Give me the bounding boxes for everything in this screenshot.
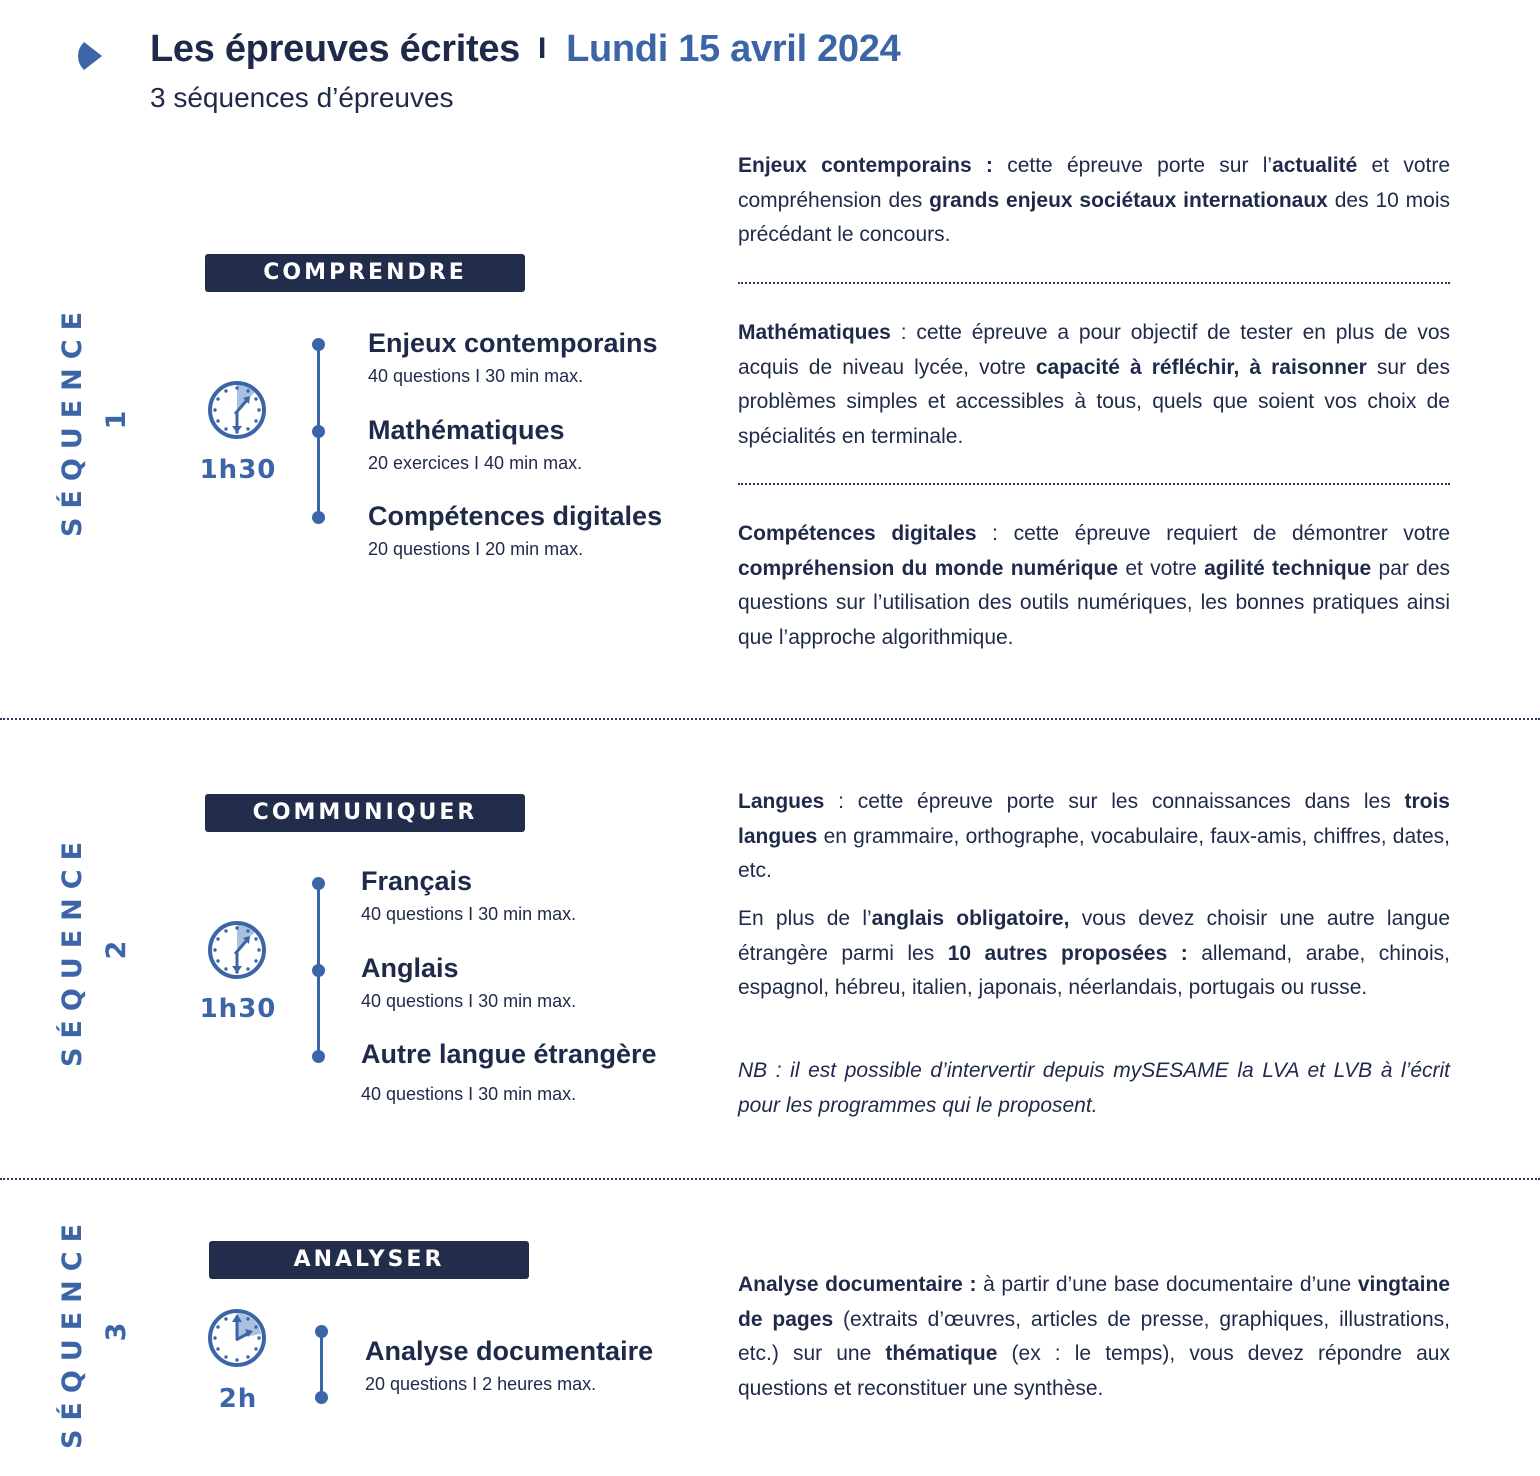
sequence-word: SÉQUENCE (57, 832, 88, 1068)
emphasis-text: anglais obligatoire, (871, 907, 1070, 930)
description-note (738, 1054, 1450, 1123)
emphasis-text: Enjeux contemporains : (738, 154, 993, 177)
sequence-word: SÉQUENCE (57, 302, 88, 538)
body-text: allemand, arabe, chinois, espagnol, hébreu, italien, japonais, néerlandais, portugais ou russe. (738, 941, 1450, 999)
dotted-divider (738, 282, 1450, 284)
category-badge: COMMUNIQUER (205, 794, 525, 832)
sequence-number: 3 (101, 1322, 132, 1342)
body-text: (extraits d’œuvres, articles de presse, graphiques, illustrations, etc.) sur une (738, 1307, 1450, 1365)
exam-meta: 20 questions I 20 min max. (368, 539, 584, 559)
exam-name: Français (361, 866, 473, 896)
body-text: et votre (1118, 556, 1205, 580)
emphasis-text: agilité technique (1204, 556, 1372, 580)
emphasis-text: Mathématiques (738, 321, 891, 344)
description-text (738, 149, 1450, 253)
timeline-dot (312, 338, 325, 351)
body-text: : cette épreuve a pour objectif de tester en plus de vos acquis de niveau lycée, votre (738, 321, 1450, 379)
body-text: vous devez choisir une autre langue étrangère parmi les (738, 907, 1450, 965)
body-text: : cette épreuve requiert de démontrer votre (976, 522, 1450, 545)
duration: 2h (218, 1384, 258, 1414)
clock-icon (205, 378, 269, 442)
description-text (738, 785, 1450, 889)
section-divider (0, 1178, 1540, 1180)
body-text: en grammaire, orthographe, vocabulaire, faux-amis, chiffres, dates, etc. (738, 824, 1450, 882)
dotted-divider (738, 483, 1450, 485)
emphasis-text: vingtaine de pages (738, 1273, 1450, 1331)
duration: 1h30 (199, 994, 277, 1024)
body-text: NB : il est possible d’intervertir depuis mySESAME la LVA et LVB à l’écrit pour les programmes qui le proposent. (738, 1059, 1450, 1117)
body-text: : cette épreuve porte sur les connaissances dans les (824, 790, 1405, 813)
description-block (738, 316, 1450, 454)
body-text: à partir d’une base documentaire d’une (976, 1273, 1358, 1296)
exam-meta: 20 exercices I 40 min max. (368, 453, 583, 473)
emphasis-text: capacité à réfléchir, à raisonner (1035, 355, 1367, 379)
category-badge: ANALYSER (209, 1241, 529, 1279)
description-block (738, 1268, 1450, 1406)
title-text: Les épreuves écrites (150, 28, 521, 70)
description-block (738, 517, 1450, 655)
exam-name: Enjeux contemporains (368, 328, 658, 358)
timeline-dot (312, 1050, 325, 1063)
exam-meta: 40 questions I 30 min max. (368, 366, 584, 386)
emphasis-text: grands enjeux sociétaux internationaux (929, 188, 1328, 212)
exam-date: Lundi 15 avril 2024 (566, 28, 901, 70)
description-text (738, 902, 1450, 1006)
body-text: des 10 mois précédant le concours. (738, 188, 1450, 246)
exam-meta: 20 questions I 2 heures max. (365, 1374, 597, 1394)
body-text: et votre compréhension des (738, 154, 1451, 212)
description-block (738, 149, 1450, 253)
emphasis-text: 10 autres proposées : (947, 941, 1188, 965)
exam-meta: 40 questions I 30 min max. (361, 991, 577, 1011)
clock-icon (205, 1306, 269, 1370)
half-circle-arrow-icon (76, 40, 104, 72)
timeline-dot (315, 1325, 328, 1338)
exam-name: Analyse documentaire (365, 1336, 654, 1366)
duration: 1h30 (199, 455, 277, 485)
sequence-label (51, 300, 139, 540)
emphasis-text: Analyse documentaire : (738, 1273, 977, 1296)
page-subtitle: 3 séquences d’épreuves (150, 82, 454, 113)
emphasis-text: trois langues (738, 790, 1450, 848)
title-separator: I (538, 32, 547, 65)
emphasis-text: Compétences digitales (738, 522, 977, 545)
body-text: (ex : le temps), vous devez répondre aux questions et reconstituer une synthèse. (738, 1342, 1450, 1400)
description-text (738, 316, 1450, 454)
sequence-label (51, 1212, 139, 1452)
clock-icon (205, 918, 269, 982)
exam-name: Autre langue étrangère (361, 1039, 657, 1069)
timeline-dot (312, 511, 325, 524)
emphasis-text: actualité (1272, 154, 1358, 177)
description-block (738, 785, 1450, 889)
timeline-dot (312, 425, 325, 438)
exam-name: Compétences digitales (368, 501, 663, 531)
body-text: cette épreuve porte sur l’ (992, 154, 1273, 177)
emphasis-text: compréhension du monde numérique (738, 556, 1119, 580)
timeline-dot (315, 1391, 328, 1404)
exam-name: Anglais (361, 953, 459, 983)
exam-meta: 40 questions I 30 min max. (361, 1084, 577, 1104)
exam-meta: 40 questions I 30 min max. (361, 904, 577, 924)
section-divider (0, 718, 1540, 720)
description-block (738, 902, 1450, 1006)
description-text (738, 1268, 1450, 1406)
timeline-dot (312, 877, 325, 890)
timeline-line (320, 1330, 323, 1396)
category-badge: COMPRENDRE (205, 254, 525, 292)
description-text (738, 1054, 1450, 1123)
sequence-label (51, 830, 139, 1070)
sequence-word: SÉQUENCE (57, 1214, 88, 1450)
emphasis-text: thématique (885, 1342, 998, 1365)
exam-name: Mathématiques (368, 415, 565, 445)
body-text: En plus de l’ (738, 907, 872, 930)
timeline-dot (312, 964, 325, 977)
body-text: sur des problèmes simples et accessibles à tous, quels que soient vos choix de spécialités en terminale. (738, 355, 1450, 448)
sequence-number: 1 (101, 410, 132, 430)
description-text (738, 517, 1450, 655)
emphasis-text: Langues (738, 790, 825, 813)
sequence-number: 2 (101, 940, 132, 960)
page-title (150, 28, 900, 71)
body-text: par des questions sur l’utilisation des outils numériques, les bonnes pratiques ainsi que l’approche algorithmique. (738, 556, 1451, 649)
